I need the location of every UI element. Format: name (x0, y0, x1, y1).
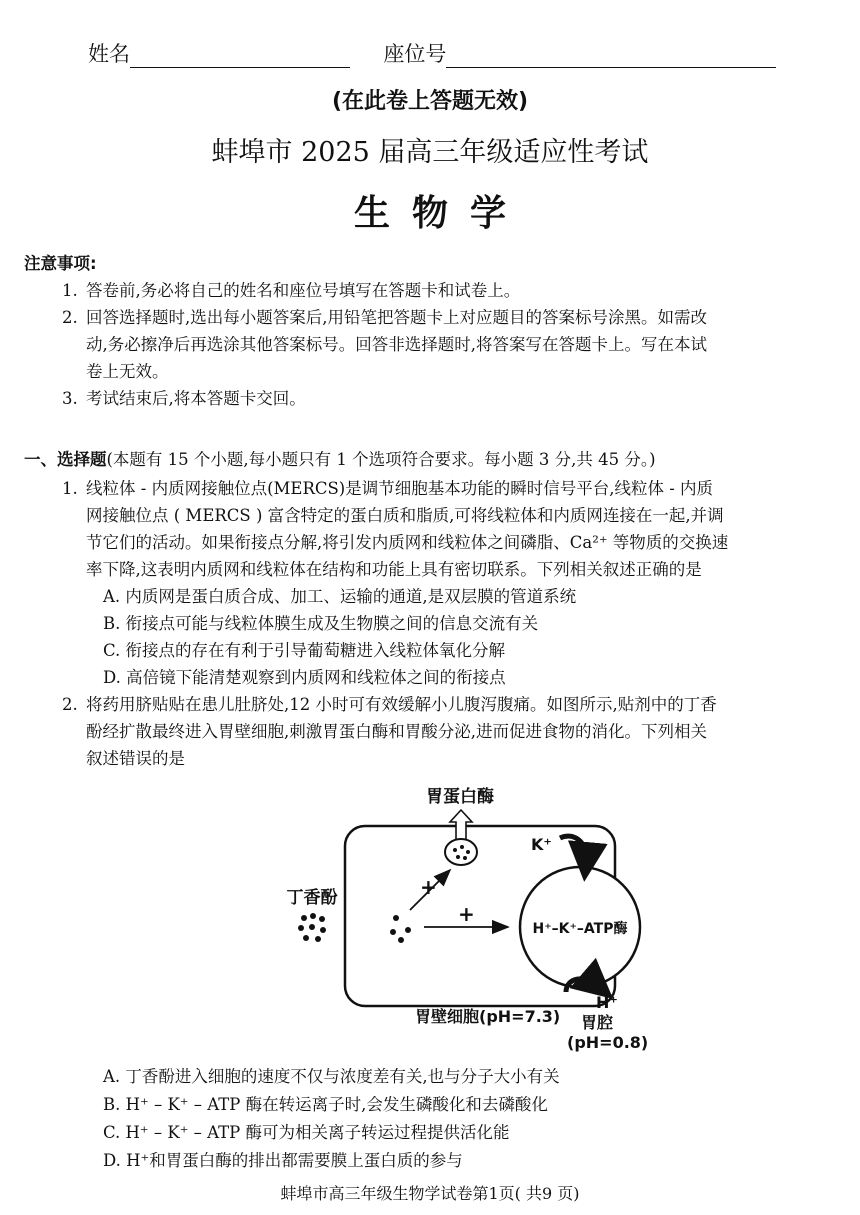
cell-label: 胃壁细胞(pH=7.3) (415, 1007, 561, 1026)
potassium-label: K⁺ (531, 835, 552, 854)
note-line-row (0, 358, 860, 385)
exam-header (88, 38, 776, 68)
question-line: 酚经扩散最终进入胃壁细胞,刺激胃蛋白酶和胃酸分泌,进而促进食物的消化。下列相关 (86, 722, 707, 741)
question-line: 将药用脐贴贴在患儿肚脐处,12 小时可有效缓解小儿腹泻腹痛。如图所示,贴剂中的丁香 (86, 695, 717, 714)
note-item (0, 277, 860, 304)
lumen-label: 胃腔 (581, 1013, 614, 1032)
pepsin-label: 胃蛋白酶 (426, 787, 494, 807)
option-c: C. H⁺ – K⁺ – ATP 酶可为相关离子转运过程提供活化能 (103, 1123, 510, 1142)
note-number: 1. (62, 281, 78, 300)
option-d: D. H⁺和胃蛋白酶的排出都需要膜上蛋白质的参与 (103, 1151, 463, 1170)
eugenol-molecules-inside (390, 915, 411, 943)
note-number: 2. (62, 308, 78, 327)
potassium-influx-arrow (560, 836, 586, 862)
eugenol-label: 丁香酚 (286, 888, 338, 908)
page-footer: 蚌埠市高三年级生物学试卷第1页( 共9 页) (280, 1184, 580, 1203)
exam-title: 蚌埠市 2025 届高三年级适应性考试 (211, 137, 649, 168)
question-1 (0, 475, 860, 691)
note-line: 答卷前,务必将自己的姓名和座位号填写在答题卡和试卷上。 (86, 281, 521, 300)
proton-label: H⁺ (596, 993, 618, 1012)
note-number: 3. (62, 389, 78, 408)
note-line: 卷上无效。 (86, 362, 169, 381)
question-line: 叙述错误的是 (86, 749, 185, 768)
lumen-ph-label: (pH=0.8) (567, 1033, 649, 1052)
notes-list (0, 277, 860, 412)
question-2-options (0, 1063, 860, 1175)
notes-title: 注意事项: (24, 254, 97, 273)
option-b: B. H⁺ – K⁺ – ATP 酶在转运离子时,会发生磷酸化和去磷酸化 (103, 1095, 548, 1114)
gastric-cell-diagram (0, 770, 860, 1060)
section-heading (24, 446, 656, 473)
pepsin-vesicle (445, 839, 477, 865)
note-item (0, 304, 860, 331)
section-desc: (本题有 15 个小题,每小题只有 1 个选项符合要求。每小题 3 分,共 45 分。) (106, 450, 656, 469)
plus-sign-pump: + (458, 902, 475, 926)
plus-sign-pepsin: + (420, 875, 437, 899)
section-title: 一、选择题 (24, 450, 107, 469)
note-line: 回答选择题时,选出每小题答案后,用铅笔把答题卡上对应题目的答案标号涂黑。如需改 (86, 308, 707, 327)
note-line: 考试结束后,将本答题卡交回。 (86, 389, 306, 408)
option-d: D. 高倍镜下能清楚观察到内质网和线粒体之间的衔接点 (103, 668, 506, 687)
question-line: 网接触位点 ( MERCS ) 富含特定的蛋白质和脂质,可将线粒体和内质网连接在一起,并调 (86, 506, 724, 525)
subject-title: 生物学 (353, 193, 528, 234)
seat-blank (446, 47, 776, 68)
invalid-note: (在此卷上答题无效) (331, 89, 529, 114)
option-c: C. 衔接点的存在有利于引导葡萄糖进入线粒体氧化分解 (103, 641, 506, 660)
note-line: 动,务必擦净后再选涂其他答案标号。回答非选择题时,将答案写在答题卡上。写在本试 (86, 335, 707, 354)
option-b: B. 衔接点可能与线粒体膜生成及生物膜之间的信息交流有关 (103, 614, 539, 633)
note-line-row (0, 331, 860, 358)
note-item (0, 385, 860, 412)
question-number: 2. (62, 695, 78, 714)
name-label: 姓名 (88, 42, 130, 66)
seat-label: 座位号 (383, 42, 447, 66)
name-blank (130, 47, 350, 68)
question-line: 节它们的活动。如果衔接点分解,将引发内质网和线粒体之间磷脂、Ca²⁺ 等物质的交换速 (86, 533, 729, 552)
option-a: A. 内质网是蛋白质合成、加工、运输的通道,是双层膜的管道系统 (103, 587, 577, 606)
option-a: A. 丁香酚进入细胞的速度不仅与浓度差有关,也与分子大小有关 (103, 1067, 560, 1086)
eugenol-molecules-outside (298, 913, 326, 942)
question-2 (0, 691, 860, 772)
question-line: 率下降,这表明内质网和线粒体在结构和功能上具有密切联系。下列相关叙述正确的是 (86, 560, 702, 579)
question-number: 1. (62, 479, 78, 498)
pump-label: H⁺–K⁺–ATP酶 (532, 921, 628, 937)
question-line: 线粒体 - 内质网接触位点(MERCS)是调节细胞基本功能的瞬时信号平台,线粒体 - 内质 (86, 479, 714, 498)
